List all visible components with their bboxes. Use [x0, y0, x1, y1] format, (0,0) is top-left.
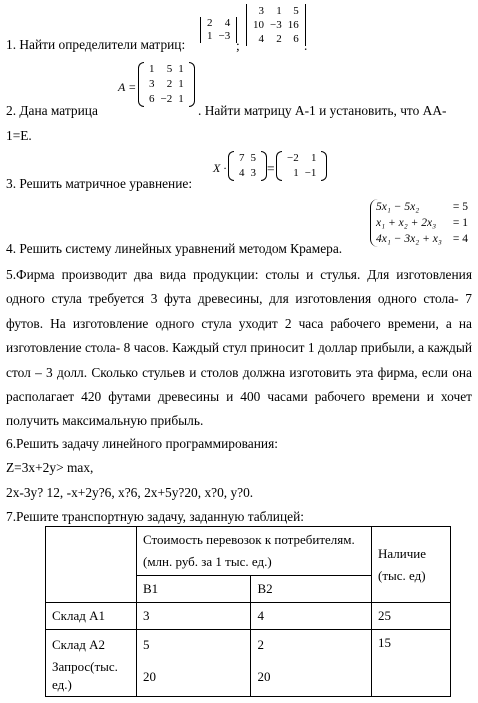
equation-row: 5x₁ − 5x₂ = 5 [376, 201, 468, 213]
table-cell: 5 20 [137, 630, 251, 697]
table-header-b1: B1 [137, 576, 251, 603]
equation-row: x₁ + x₂ + 2x₃ = 1 [376, 217, 468, 229]
task1-determinant-1: 2 4 1 −3 [200, 14, 237, 43]
table-row [46, 527, 451, 576]
task1-end: . [304, 38, 308, 53]
task2-text: 2. Дана матрица [6, 103, 98, 118]
task3-right-matrix: −2 1 1 −1 [276, 151, 327, 185]
task7-title: 7.Решите транспортную задачу, заданную таблицей: [6, 509, 304, 524]
task1-determinant-2: 3 1 5 10 −3 16 4 2 6 [246, 2, 306, 46]
task4-equation-system [370, 199, 468, 247]
task6-title: 6.Решить задачу линейного программирования: [6, 436, 278, 451]
table-cell: 3 [137, 603, 251, 630]
table-cell: Склад А2 Запрос(тыс. ед.) [46, 630, 137, 697]
table-cell: 15 [372, 630, 451, 697]
table-header-cost: Стоимость перевозок к потребителям. (млн. руб. за 1 тыс. ед.) [137, 527, 372, 576]
task2-tail-2: 1=Е. [6, 128, 32, 143]
table-cell: 25 [372, 603, 451, 630]
task2-matrix-label: A = [118, 80, 137, 94]
equation-row: 4x₁ − 3x₂ + x₃ = 4 [376, 233, 468, 245]
task3-equals: = [267, 161, 275, 176]
task3-text: 3. Решить матричное уравнение: [6, 176, 193, 191]
task5-paragraph: 5.Фирма производит два вида продукции: столы и стулья. Для изготовления одного стула требуется 3 фута древесины, для изготовления одного стола- 7 футов. На изготовление одного стула уходит 2 часа рабочего времени, а на изготовление стола- 8 часов. Каждый стул приносит 1 доллар прибыли, а каждый стол – 3 долл. Сколько стульев и столов должна изготовить эта фирма, если она располагает 420 футами древесины и 400 часами рабочего времени и хочет получить максимальную прибыль. [6, 267, 472, 429]
transport-table [45, 526, 451, 697]
task6-objective: Z=3x+2y> max, [6, 460, 94, 475]
table-cell: 4 [251, 603, 372, 630]
table-row [46, 630, 451, 697]
task2-tail: . Найти матрицу А-1 и установить, что АА- [198, 103, 447, 118]
task4-text: 4. Решить систему линейных уравнений методом Крамера. [6, 241, 343, 256]
table-header-availability: Наличие (тыс. ед) [372, 527, 451, 603]
task2-matrix: 1 5 1 3 2 1 6 −2 1 [138, 62, 195, 111]
task1-separator: ; [236, 38, 240, 53]
table-cell: Склад А1 [46, 603, 137, 630]
task6-constraints: 2x-3y? 12, -x+2y?6, x?6, 2x+5y?20, x?0, y?0. [6, 485, 254, 500]
task3-left-matrix: 7 5 4 3 [228, 151, 267, 185]
table-row [46, 603, 451, 630]
table-cell: 2 20 [251, 630, 372, 697]
table-cell-empty [46, 527, 137, 603]
task3-x-label: X · [213, 161, 227, 175]
task1-text: 1. Найти определители матриц: [6, 37, 186, 52]
table-header-b2: B2 [251, 576, 372, 603]
